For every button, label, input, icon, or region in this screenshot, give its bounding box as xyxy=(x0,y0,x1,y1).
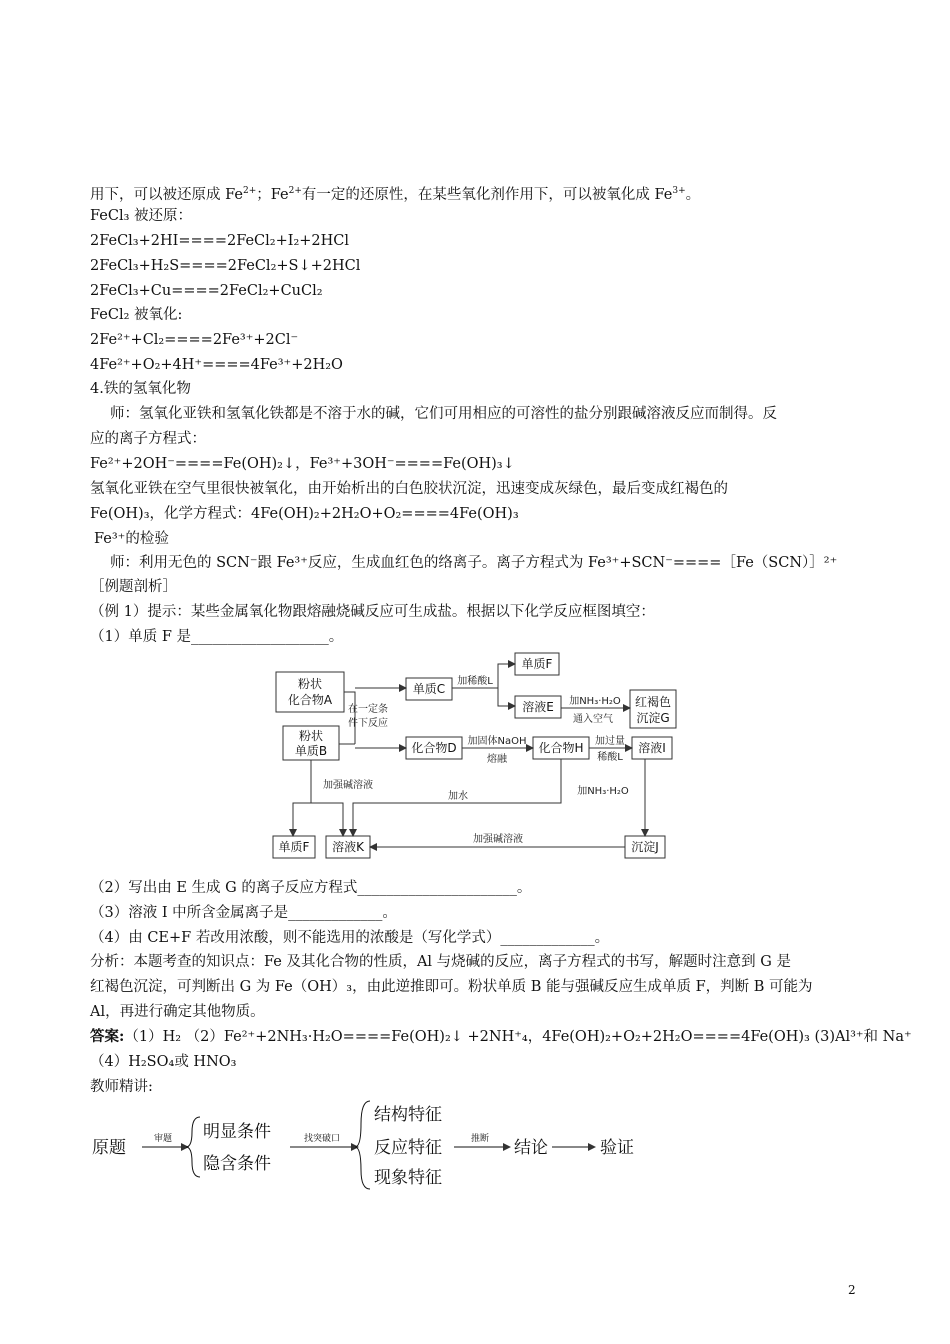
label-G: 红褐色沉淀G xyxy=(634,695,672,725)
section-heading: Fe³⁺的检验 xyxy=(94,531,169,547)
flow-branch1a: 明显条件 xyxy=(203,1122,271,1142)
text-line: 教师精讲: xyxy=(90,1079,153,1095)
equation: 2FeCl₃+Cu====2FeCl₂+CuCl₂ xyxy=(90,283,323,299)
cond-air: 通入空气 xyxy=(573,714,613,725)
section-heading: 4.铁的氢氧化物 xyxy=(90,381,191,397)
flow-verify: 验证 xyxy=(600,1138,634,1158)
method-flow xyxy=(90,1097,650,1192)
flow-step3: 推断 xyxy=(470,1134,490,1144)
flow-step1: 审题 xyxy=(153,1134,173,1144)
flow-step2: 找突破口 xyxy=(303,1134,341,1144)
text-line: 氢氧化亚铁在空气里很快被氧化，由开始析出的白色胶状沉淀，迅速变成灰绿色，最后变成红褐色的 xyxy=(90,481,728,497)
answer-label: 答案: xyxy=(90,1028,125,1045)
flow-branch2c: 现象特征 xyxy=(374,1168,442,1188)
text-line: FeCl₃ 被还原： xyxy=(90,208,193,224)
flow-branch2b: 反应特征 xyxy=(374,1138,442,1158)
label-B: 粉状单质B xyxy=(294,729,328,758)
cond-NH3-top: 加NH₃·H₂O xyxy=(569,696,621,707)
cond-NaOH: 加固体NaOH xyxy=(467,736,527,747)
text-line: （例 1）提示：某些金属氧化物跟熔融烧碱反应可生成盐。根据以下化学反应框图填空： xyxy=(90,604,655,620)
label-A: 粉状化合物A xyxy=(287,677,333,707)
text-line: Fe(OH)₃，化学方程式：4Fe(OH)₂+2H₂O+O₂====4Fe(OH)₃ xyxy=(90,506,519,522)
text-line: ［例题剖析］ xyxy=(90,579,177,595)
label-F-top: 单质F xyxy=(521,657,553,671)
cond-melt: 熔融 xyxy=(487,754,507,765)
analysis-text: Al，再进行确定其他物质。 xyxy=(90,1004,265,1020)
label-I: 溶液I xyxy=(638,741,666,755)
label-E: 溶液E xyxy=(522,700,554,714)
label-K: 溶液K xyxy=(332,840,364,854)
label-D: 化合物D xyxy=(411,741,457,755)
label-C: 单质C xyxy=(412,682,446,696)
analysis-text: 红褐色沉淀，可判断出 G 为 Fe（OH）₃，由此逆推即可。粉状单质 B 能与强碱反应生成单质 F，判断 B 可能为 xyxy=(90,979,813,995)
text-line: FeCl₂ 被氧化: xyxy=(90,307,183,323)
a-l1: 粉状 xyxy=(297,677,323,691)
equation: Fe²⁺+2OH⁻====Fe(OH)₂↓，Fe³⁺+3OH⁻====Fe(OH)₃↓ xyxy=(90,456,515,472)
question: （3）溶液 I 中所含金属离子是_____________。 xyxy=(90,905,397,921)
flow-result: 结论 xyxy=(514,1138,548,1158)
cond-AB: 在一定条件下反应 xyxy=(348,704,388,729)
equation: 2FeCl₃+H₂S====2FeCl₂+S↓+2HCl xyxy=(90,258,361,274)
equation: 2Fe²⁺+Cl₂====2Fe³⁺+2Cl⁻ xyxy=(90,332,299,348)
flow-start: 原题 xyxy=(92,1138,126,1158)
cond-base-B: 加强碱溶液 xyxy=(323,780,373,791)
page-number: 2 xyxy=(848,1283,856,1297)
reaction-flow-diagram xyxy=(268,648,688,863)
cond-base-J: 加强碱溶液 xyxy=(473,834,523,845)
label-J: 沉淀J xyxy=(631,840,659,854)
cond-L: 加稀酸L xyxy=(457,676,493,687)
analysis-text: 分析：本题考查的知识点：Fe 及其化合物的性质，Al 与烧碱的反应，离子方程式的书写，解题时注意到 G 是 xyxy=(90,954,791,970)
cond-dilute: 稀酸L xyxy=(597,752,623,763)
text-line: 师：利用无色的 SCN⁻跟 Fe³⁺反应，生成血红色的络离子。离子方程式为 Fe³⁺+SCN⁻====［Fe（SCN）］²⁺ xyxy=(110,555,838,571)
equation: 4Fe²⁺+O₂+4H⁺====4Fe³⁺+2H₂O xyxy=(90,357,343,373)
question: （4）由 CE+F 若改用浓酸，则不能选用的浓酸是（写化学式）_____________。 xyxy=(90,930,610,946)
flow-branch1b: 隐含条件 xyxy=(203,1154,271,1174)
cond-NH3-right: 加NH₃·H₂O xyxy=(577,786,629,797)
text-line: 师：氢氧化亚铁和氢氧化铁都是不溶于水的碱，它们可用相应的可溶性的盐分别跟碱溶液反应而制得。反 xyxy=(110,406,777,422)
question: （2）写出由 E 生成 G 的离子反应方程式______________________。 xyxy=(90,880,532,896)
cond-excess: 加过量 xyxy=(595,736,625,747)
answer-line: 答案:（1）H₂ （2）Fe²⁺+2NH₃·H₂O====Fe(OH)₂↓ +2NH⁺₄，4Fe(OH)₂+O₂+2H₂O====4Fe(OH)₃ (3)Al³⁺和 Na⁺ xyxy=(90,1028,912,1045)
answer-line: （4）H₂SO₄或 HNO₃ xyxy=(90,1054,237,1070)
cond-water: 加水 xyxy=(448,791,468,802)
text-line: 用下，可以被还原成 $Fe^{2+}$；$Fe^{2+}$有一定的还原性，在某些氧化剂作用下，可以被氧化成 $Fe^{3+}$。 xyxy=(90,186,701,203)
flow-branch2a: 结构特征 xyxy=(374,1105,442,1125)
label-F-bottom: 单质F xyxy=(278,840,310,854)
label-H: 化合物H xyxy=(538,741,584,755)
text-line: 应的离子方程式： xyxy=(90,431,206,447)
equation: 2FeCl₃+2HI====2FeCl₂+I₂+2HCl xyxy=(90,233,350,249)
question: （1）单质 F 是___________________。 xyxy=(90,629,344,645)
